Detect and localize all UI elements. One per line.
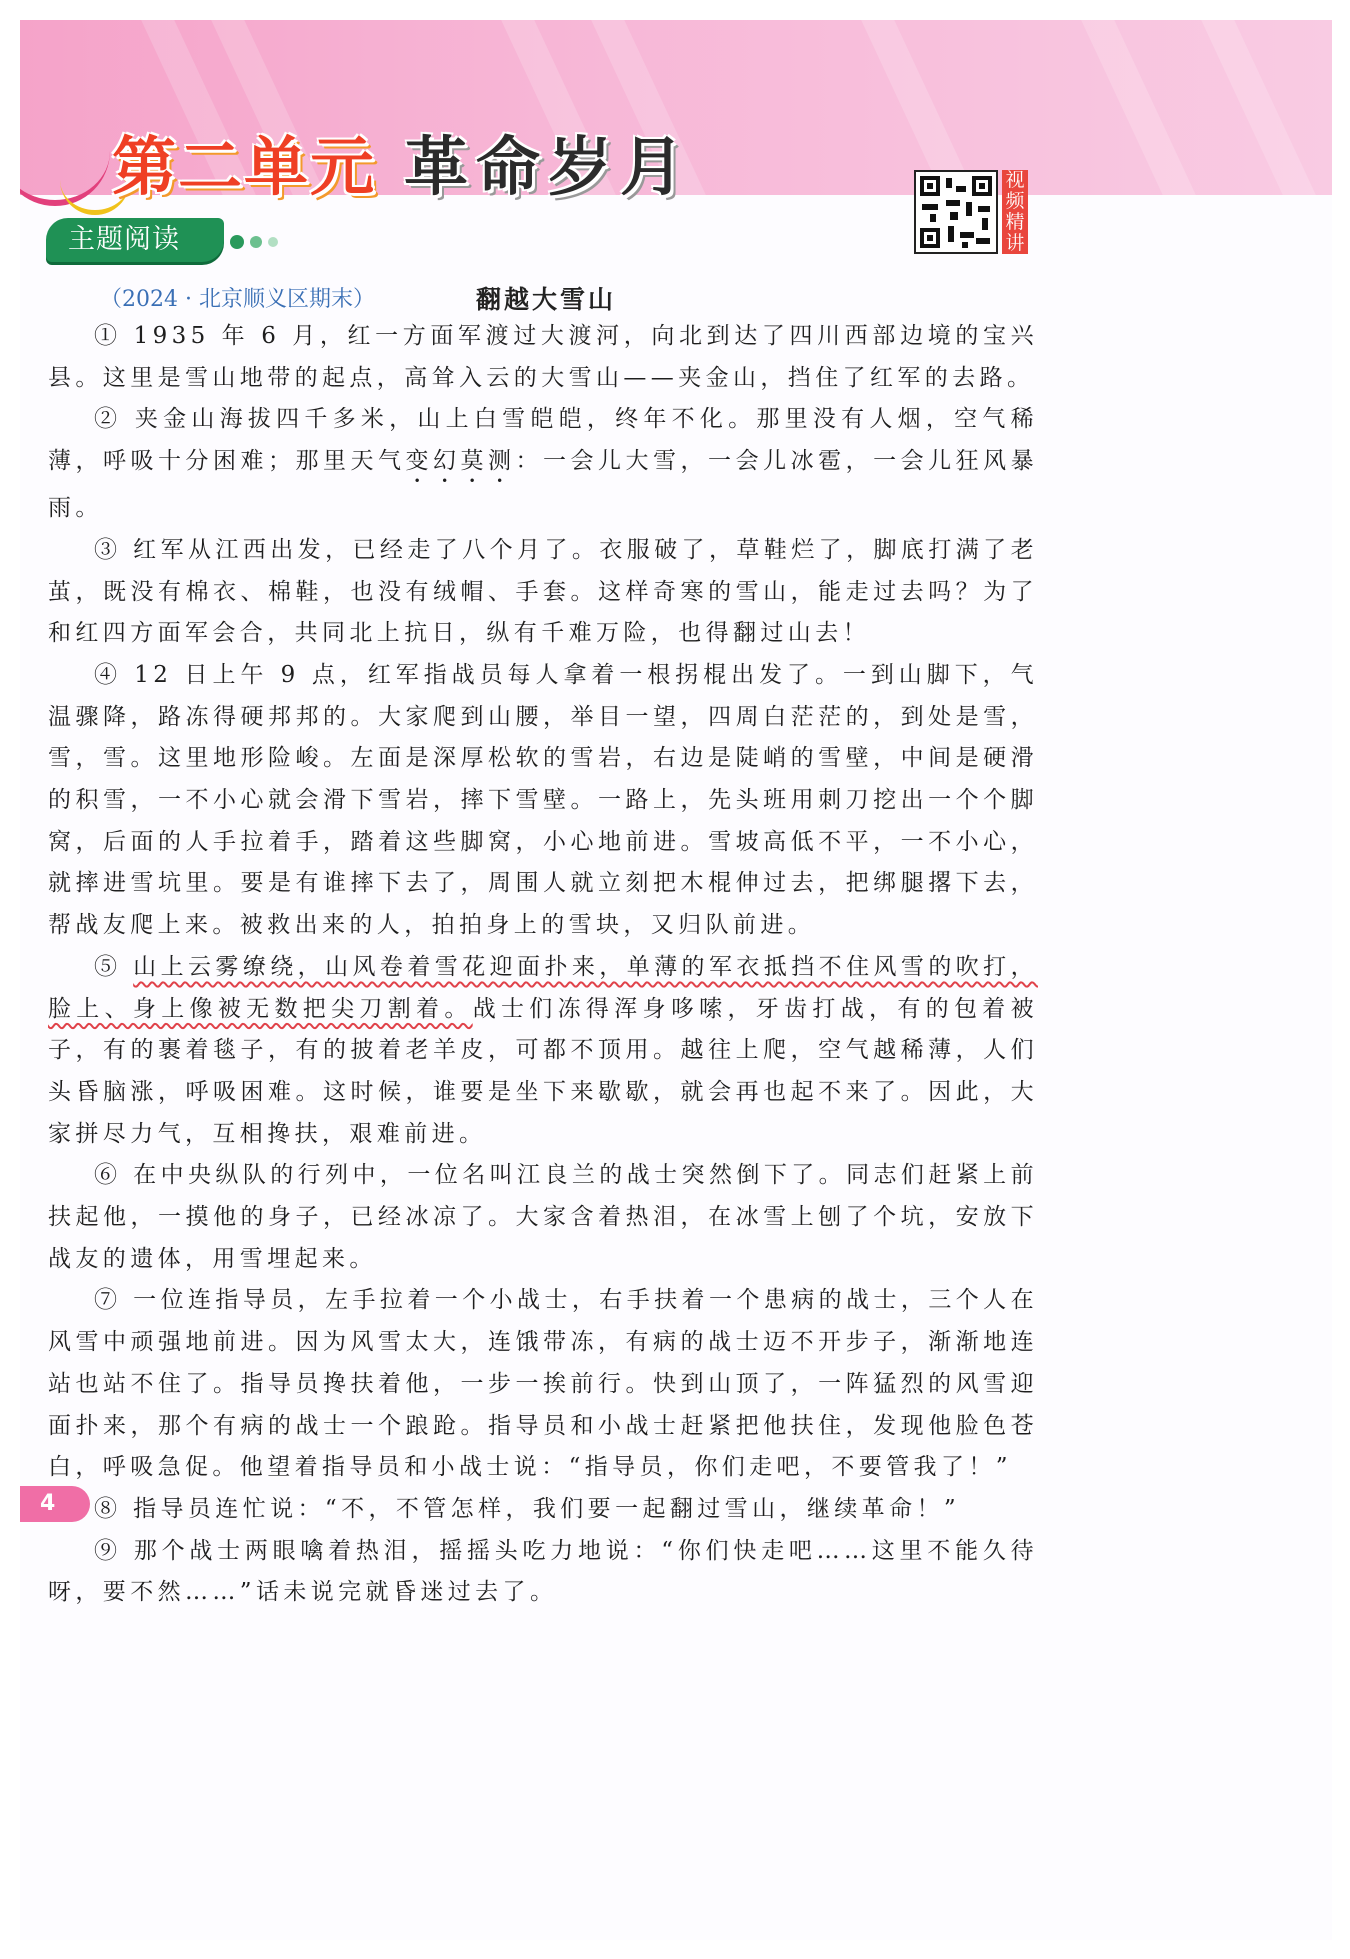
badge-dot [250, 236, 262, 248]
article-body [48, 316, 1038, 1614]
emphasized-phrase: 变幻莫测 [405, 448, 516, 475]
paragraph-8: ⑧ 指导员连忙说：“不，不管怎样，我们要一起翻过雪山，继续革命！” [94, 1495, 961, 1522]
video-explain-label[interactable]: 视频精讲 [1002, 170, 1028, 254]
textbook-page [20, 20, 1332, 1940]
paragraph-5-text: 战士们冻得浑身哆嗦，牙齿打战，有的包着被子，有的裹着毯子，有的披着老羊皮，可都不顶用。越往上爬，空气越稀薄，人们头昏脑涨，呼吸困难。这时候，谁要是坐下来歇歇，就会再也起不来了。因此，大家拼尽力气，互相搀扶，艰难前进。 [48, 995, 1039, 1147]
wavy-underlined-sentence: 山上云雾缭绕，山风卷着雪花迎面扑来，单薄的军衣抵挡不住风雪的吹打，脸上、身上像被无数把尖刀割着。 [48, 953, 1038, 1022]
page-number: 4 [20, 1486, 90, 1522]
paragraph-5 [48, 947, 1038, 1156]
article-title: 翻越大雪山 [476, 285, 617, 314]
paragraph-7: ⑦ 一位连指导员，左手拉着一个小战士，右手扶着一个患病的战士，三个人在风雪中顽强地前进。因为风雪太大，连饿带冻，有病的战士迈不开步子，渐渐地连站也站不住了。指导员搀扶着他，一步一挨前行。快到山顶了，一阵猛烈的风雪迎面扑来，那个有病的战士一个踉跄。指导员和小战士赶紧把他扶住，发现他脸色苍白，呼吸急促。他望着指导员和小战士说：“指导员，你们走吧，不要管我了！” [48, 1287, 1038, 1481]
paragraph-4: ④ 12 日上午 9 点，红军指战员每人拿着一根拐棍出发了。一到山脚下，气温骤降，路冻得硬邦邦的。大家爬到山腰，举目一望，四周白茫茫的，到处是雪，雪，雪。这里地形险峻。左面是深厚松软的雪岩，右边是陡峭的雪壁，中间是硬滑的积雪，一不小心就会滑下雪岩，摔下雪壁。一路上，先头班用刺刀挖出一个个脚窝，后面的人手拉着手，踏着这些脚窝，小心地前进。雪坡高低不平，一不小心，就摔进雪坑里。要是有谁摔下去了，周围人就立刻把木棍伸过去，把绑腿撂下去，帮战友爬上来。被救出来的人，拍拍身上的雪块，又归队前进。 [48, 661, 1038, 939]
badge-dot [268, 237, 278, 247]
paragraph-2-text-a: ② 夹金山海拔四千多米，山上白雪皑皑，终年不化。那里没有人烟，空气稀薄，呼吸十分困难；那里天气 [48, 406, 1038, 475]
badge-dot [230, 235, 244, 249]
unit-title: 第二单元 [112, 131, 376, 205]
paragraph-6: ⑥ 在中央纵队的行列中，一位名叫江良兰的战士突然倒下了。同志们赶紧上前扶起他，一摸他的身子，已经冰凉了。大家含着热泪，在冰雪上刨了个坑，安放下战友的遗体，用雪埋起来。 [48, 1162, 1038, 1272]
article-source: （2024 · 北京顺义区期末） [100, 287, 375, 312]
section-badge: 主题阅读 [46, 218, 224, 262]
paragraph-3: ③ 红军从江西出发，已经走了八个月了。衣服破了，草鞋烂了，脚底打满了老茧，既没有棉衣、棉鞋，也没有绒帽、手套。这样奇寒的雪山，能走过去吗？为了和红四方面军会合，共同北上抗日，纵有千难万险，也得翻过山去！ [48, 536, 1038, 647]
qr-code-icon[interactable] [914, 170, 998, 254]
paragraph-2-text-c: ：一会儿大雪，一会儿冰雹，一会儿狂风暴雨。 [48, 448, 1038, 522]
paragraph-5-number: ⑤ [94, 953, 134, 980]
paragraph-2 [48, 399, 1038, 529]
paragraph-1: ① 1935 年 6 月，红一方面军渡过大渡河，向北到达了四川西部边境的宝兴县。这里是雪山地带的起点，高耸入云的大雪山——夹金山，挡住了红军的去路。 [48, 323, 1038, 391]
unit-theme-title: 革命岁月 [404, 131, 692, 205]
paragraph-9: ⑨ 那个战士两眼噙着热泪，摇摇头吃力地说：“你们快走吧……这里不能久待呀，要不然……”话未说完就昏迷过去了。 [48, 1537, 1038, 1606]
